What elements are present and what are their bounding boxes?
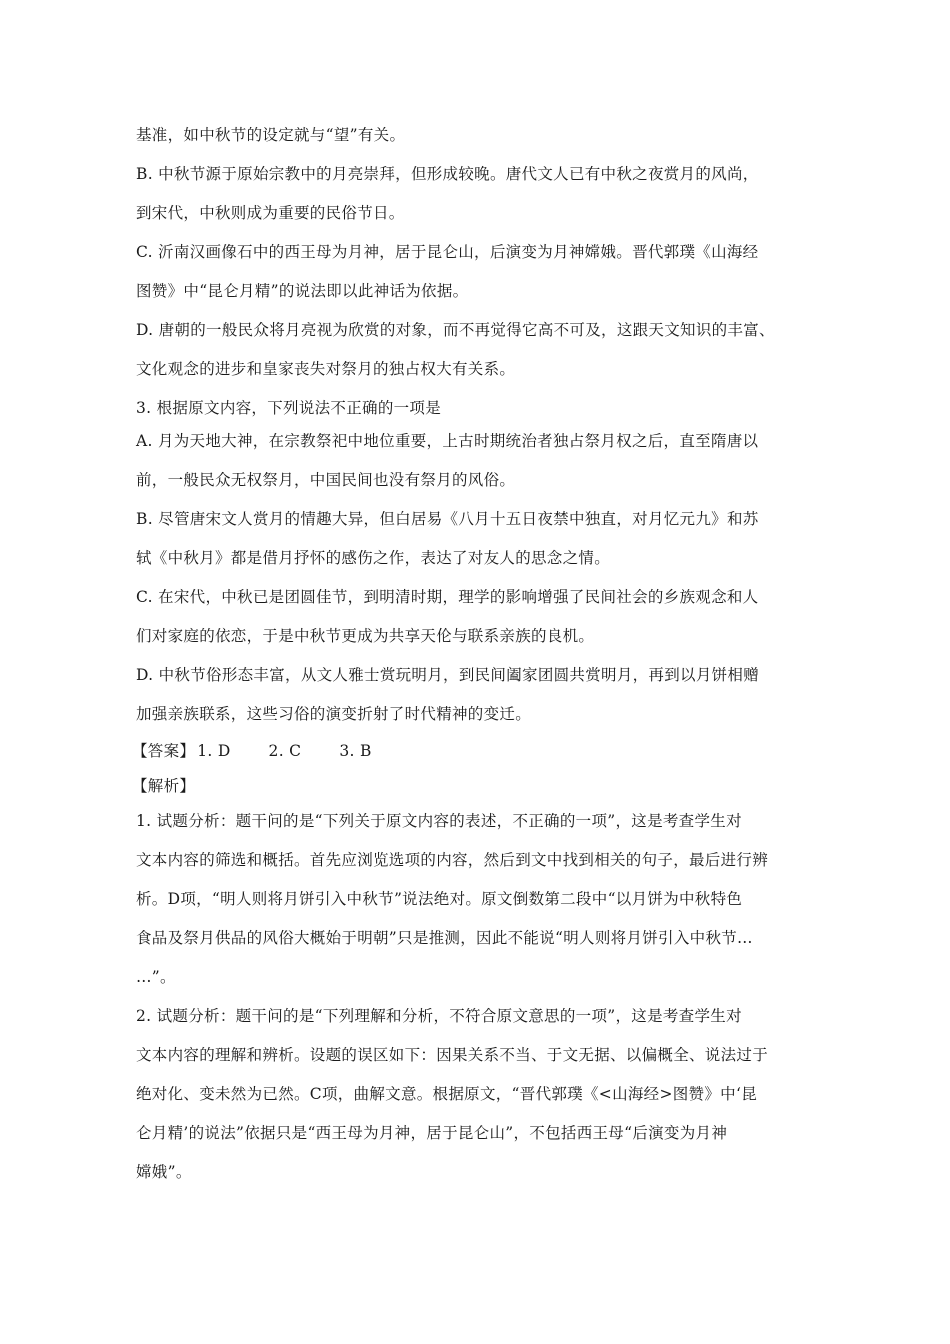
option-b-line: B. 尽管唐宋文人赏月的情趣大异，但白居易《八月十五日夜禁中独直，对月忆元九》和苏 bbox=[136, 510, 759, 528]
option-b-line: B. 中秋节源于原始宗教中的月亮崇拜，但形成较晚。唐代文人已有中秋之夜赏月的风尚， bbox=[136, 165, 759, 183]
text-line: 到宋代，中秋则成为重要的民俗节日。 bbox=[136, 204, 405, 222]
option-c-line: C. 在宋代，中秋已是团圆佳节，到明清时期，理学的影响增强了民间社会的乡族观念和人 bbox=[136, 588, 759, 606]
answer-line bbox=[132, 741, 812, 761]
text-line: 轼《中秋月》都是借月抒怀的感伤之作，表达了对友人的思念之情。 bbox=[136, 549, 611, 567]
text-line: 文化观念的进步和皇家丧失对祭月的独占权大有关系。 bbox=[136, 360, 516, 378]
answer-item: 2. C bbox=[268, 742, 302, 760]
analysis-label: 【解析】 bbox=[132, 777, 196, 795]
analysis-line: …”。 bbox=[136, 968, 176, 986]
analysis-line: 嫦娥”。 bbox=[136, 1163, 192, 1181]
analysis-line: 1. 试题分析：题干问的是“下列关于原文内容的表述，不正确的一项”，这是考查学生对 bbox=[136, 812, 742, 830]
text-line: 加强亲族联系，这些习俗的演变折射了时代精神的变迁。 bbox=[136, 705, 532, 723]
option-a-line: A. 月为天地大神，在宗教祭祀中地位重要，上古时期统治者独占祭月权之后，直至隋唐以 bbox=[136, 432, 759, 450]
option-c-line: C. 沂南汉画像石中的西王母为月神，居于昆仑山，后演变为月神嫦娥。晋代郭璞《山海经 bbox=[136, 243, 759, 261]
analysis-line: 文本内容的理解和辨析。设题的误区如下：因果关系不当、于文无据、以偏概全、说法过于 bbox=[136, 1046, 769, 1064]
analysis-line: 文本内容的筛选和概括。首先应浏览选项的内容，然后到文中找到相关的句子，最后进行辨 bbox=[136, 851, 769, 869]
text-line: 图赞》中“昆仑月精”的说法即以此神话为依据。 bbox=[136, 282, 469, 300]
answer-label: 【答案】 bbox=[132, 742, 196, 760]
analysis-line: 食品及祭月供品的风俗大概始于明朝”只是推测，因此不能说“明人则将月饼引入中秋节… bbox=[136, 929, 753, 947]
analysis-line: 绝对化、变未然为已然。C项，曲解文意。根据原文，“晋代郭璞《<山海经>图赞》中‘昆 bbox=[136, 1085, 757, 1103]
option-d-line: D. 唐朝的一般民众将月亮视为欣赏的对象，而不再觉得它高不可及，这跟天文知识的丰富、 bbox=[136, 321, 775, 339]
analysis-line: 仑月精’的说法”依据只是“西王母为月神，居于昆仑山”，不包括西王母“后演变为月神 bbox=[136, 1124, 728, 1142]
text-line: 前，一般民众无权祭月，中国民间也没有祭月的风俗。 bbox=[136, 471, 516, 489]
option-d-line: D. 中秋节俗形态丰富，从文人雅士赏玩明月，到民间阖家团圆共赏明月，再到以月饼相赠 bbox=[136, 666, 760, 684]
answer-item: 3. B bbox=[339, 742, 372, 760]
text-line: 基准，如中秋节的设定就与“望”有关。 bbox=[136, 126, 406, 144]
answer-item: 1. D bbox=[197, 742, 231, 760]
analysis-line: 析。D项，“明人则将月饼引入中秋节”说法绝对。原文倒数第二段中“以月饼为中秋特色 bbox=[136, 890, 743, 908]
text-line: 们对家庭的依恋，于是中秋节更成为共享天伦与联系亲族的良机。 bbox=[136, 627, 595, 645]
question-3-stem: 3. 根据原文内容，下列说法不正确的一项是 bbox=[136, 399, 442, 417]
analysis-line: 2. 试题分析：题干问的是“下列理解和分析，不符合原文意思的一项”，这是考查学生对 bbox=[136, 1007, 742, 1025]
